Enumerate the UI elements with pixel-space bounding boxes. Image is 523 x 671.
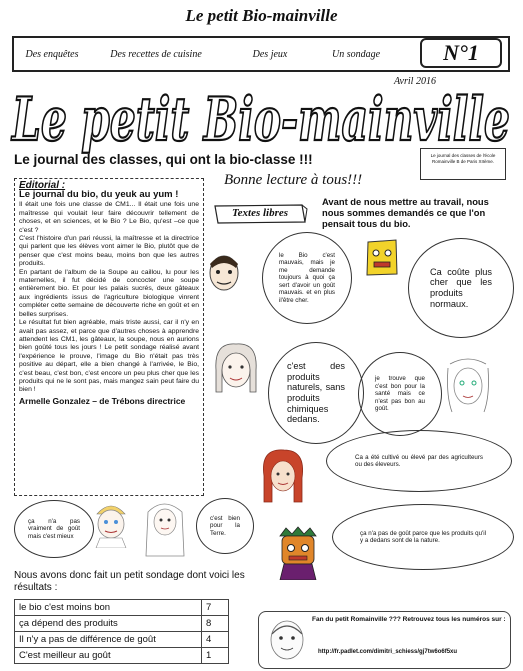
survey-count: 4 [202,632,229,648]
small-title: Le petit Bio-mainville [185,6,338,25]
child-drawing-sketch-face [442,356,494,418]
survey-answer: Il n'y a pas de différence de goût [15,632,202,648]
nav-item-recettes[interactable]: Des recettes de cuisine [110,48,202,60]
survey-count: 8 [202,616,229,632]
survey-count: 7 [202,600,229,616]
editorial-title: Editorial : [19,180,66,191]
issue-number: N°1 [420,38,502,68]
child-drawing-girl-face [210,340,262,398]
speech-bubble: le Bio c'est mauvais, mais je me demande toujours à quoi ça sert d'avoir un goût mauvais. et en plus il'être cher. [262,232,352,324]
textes-libres-label: Textes libres [231,207,289,219]
child-drawing-boy-face [92,500,130,548]
nav-item-sondage[interactable]: Un sondage [331,48,381,60]
issue-date: Avril 2016 [394,76,436,87]
table-row [15,648,229,664]
child-drawing-redhead [258,446,308,506]
table-row [15,616,229,632]
table-row [15,632,229,648]
masthead-title: Le petit Bio-mainville [10,85,511,155]
editorial-paragraph: C'est l'histoire d'un pari réussi, la maîtresse et la directrice qui parlent que les élèves vont aimer le Bio, plutôt que de penser que c'est moins beau, moins bon que les autres produits. [19,235,199,268]
bonne-lecture: Bonne lecture à tous!!! [224,172,363,188]
child-drawing-longhair-face [142,498,188,560]
padlet-link[interactable]: http://fr.padlet.com/dimitri_schiess/gj7tw6o6f5xu [318,649,458,655]
survey-answer: le bio c'est moins bon [15,600,202,616]
child-drawing-face [206,250,242,294]
survey-intro: Nous avons donc fait un petit sondage dont voici les résultats : [14,570,245,593]
speech-bubble: Ca coûte plus cher que les produits normaux. [408,238,514,338]
nav-item-jeux[interactable]: Des jeux [252,48,288,60]
speech-bubble: ça n'a pas vraiment de goût mais c'est mieux [14,500,94,558]
masthead-logo [8,78,515,156]
child-drawing-fan-face [266,618,308,662]
nav-item-enquetes[interactable]: Des enquêtes [25,48,79,60]
school-credit: Le journal des classes de l'école Romainville B de Paris XIIème. [420,148,506,180]
child-drawing-yellow-face [364,236,400,278]
survey-answer: ça dépend des produits [15,616,202,632]
child-drawing-colorful-face [276,526,320,580]
editorial-signature: Armelle Gonzalez – de Trébons directrice [19,395,186,406]
editorial-headline: Le journal du bio, du yeuk au yum ! [19,189,179,201]
speech-bubble: ça n'a pas de goût parce que les produits qu'il y a dedans sont de la nature. [332,504,514,570]
subtitle: Le journal des classes, qui ont la bio-classe !!! [14,152,313,167]
intro-text: Avant de nous mettre au travail, nous nous sommes demandés ce que l'on pensait tous du bio. [322,196,489,229]
survey-count: 1 [202,648,229,664]
speech-bubble: c'est bien pour la Terre. [196,498,254,554]
editorial-paragraph: Il était une fois une classe de CM1... Il était une fois une maîtresse qui voulait leur faire découvrir tellement de choses, et en sciences, et le Bio ? Le Bio, qu'est –ce que c'est ? [19,201,199,234]
editorial-box [14,178,204,496]
speech-bubble: Ca a été cultivé ou élevé par des agriculteurs ou des éleveurs. [326,430,512,492]
survey-table [14,599,229,664]
editorial-paragraph: En partant de l'album de la Soupe au caillou, lu pour les maternelles, il fut décidé de concocter une soupe entièrement bio. Et pour les palais sucrés, deux gâteaux aux ingrédients issus de l'agriculture biologique vinrent compléter cette semaine de découverte riche en goût et en belles surprises. [19,268,199,318]
fan-text: Fan du petit Romainville ??? Retrouvez tous les numéros sur : [312,616,506,623]
table-row [15,600,229,616]
survey-answer: C'est meilleur au goût [15,648,202,664]
speech-bubble: je trouve que c'est bon pour la santé mais ce n'est pas bon au goût. [358,352,442,436]
editorial-paragraph: Le résultat fut bien agréable, mais triste aussi, car il n'y en avait pas assez, et parce que d'autres choses à apprendre attendent les CM1, les gâteaux, la soupe, nous en aurions bien goûté tous les jours ! Le petit sondage réalisé avant l'expérience le prouve, l'image du Bio n'était pas très positive au départ, elle a bien changé à l'arrivée, le Bio, c'est beau, c'est bon, c'est encore un peu plus cher que les produits qui ne le sont pas, mais mangez sain peut faire du bien ! [19,319,199,394]
speech-bubble: c'est des produits naturels, sans produits chimiques dedans. [268,342,364,444]
